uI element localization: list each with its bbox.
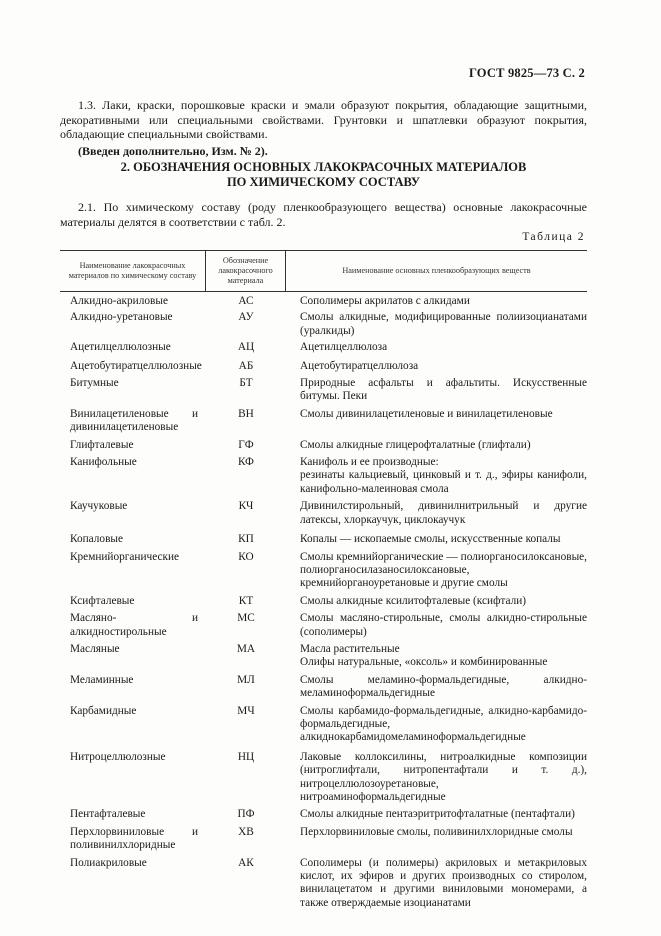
table-label: Таблица 2: [522, 231, 585, 243]
table-row: [60, 808, 587, 821]
material-name: Полиакриловые: [70, 856, 147, 869]
table-row: [60, 751, 587, 805]
film-forming-substance: Смолы алкидные пентаэритритофталатные (пентафтали): [300, 808, 575, 821]
material-name-cell: [60, 456, 206, 469]
film-forming-substance-cell: [286, 857, 587, 911]
header-designation: Обозначение лакокрасочного материала: [206, 251, 286, 291]
film-forming-substance-cell: [286, 500, 587, 527]
material-name: Перхлорвиниловые и поливинилхлоридные: [70, 825, 198, 852]
material-name-cell: [60, 408, 206, 435]
section-paragraph: [60, 200, 587, 229]
material-code: МЧ: [237, 704, 255, 717]
material-name: Масляно- и алкидностирольные: [70, 612, 198, 638]
material-name: Алкидно-уретановые: [70, 311, 173, 324]
film-forming-substance: Масла растительные: [300, 642, 400, 655]
amendment-note: (Введен дополнительно, Изм. № 2).: [78, 143, 268, 158]
material-name-cell: [60, 857, 206, 870]
film-forming-substance-cell: [286, 612, 587, 639]
material-code: КЧ: [238, 500, 254, 513]
material-code: КП: [238, 533, 254, 546]
table-row: [60, 705, 587, 745]
film-forming-substance-cell: [286, 311, 587, 338]
material-name-cell: [60, 295, 206, 308]
film-forming-substance-cell: [286, 705, 587, 745]
film-forming-substance: Природные асфальты и афальтиты. Искусственные битумы. Пеки: [300, 377, 587, 403]
film-forming-substance-cell: [286, 751, 587, 805]
film-forming-substance-cell: [286, 456, 587, 496]
table-row: [60, 674, 587, 701]
material-name-cell: [60, 826, 206, 853]
material-name: Винилацетиленовые и дивинилацетиленовые: [70, 407, 198, 434]
material-name: Ксифталевые: [70, 594, 135, 607]
film-forming-substance-cell: [286, 826, 587, 839]
header-film-forming-substances: Наименование основных пленкообразующих веществ: [342, 266, 531, 275]
table-row: [60, 857, 587, 911]
material-name-cell: [60, 439, 206, 452]
film-forming-substance: Смолы алкидные ксилитофталевые (ксифтали): [300, 594, 527, 607]
film-forming-substance: Лаковые коллоксилины, нитроалкидные композиции (нитроглифтали, нитропентафтали и т. д.), нитроцеллюлозоуретановые, нитроаминоформальдегидные: [300, 750, 587, 803]
material-name: Копаловые: [70, 533, 124, 546]
film-forming-substance-cell: [286, 533, 587, 546]
table-row: [60, 500, 587, 527]
section-title: [60, 160, 587, 190]
table-row: [60, 295, 587, 308]
table-row: [60, 311, 587, 338]
material-code: НЦ: [237, 750, 255, 763]
film-forming-substance-cell: [286, 595, 587, 608]
material-name-cell: [60, 808, 206, 821]
material-name-cell: [60, 705, 206, 718]
material-name-cell: [60, 311, 206, 324]
table-row: [60, 826, 587, 853]
material-code: МС: [237, 612, 255, 625]
material-code: ВН: [238, 407, 254, 420]
film-forming-substance: Смолы дивинилацетиленовые и винилацетиленовые: [300, 407, 553, 420]
material-code: ХВ: [238, 825, 254, 838]
film-forming-substance-detail: Олифы натуральные, «оксоль» и комбинированные: [300, 656, 548, 669]
table-row: [60, 408, 587, 435]
material-code: АК: [238, 856, 254, 869]
film-forming-substance-cell: [286, 295, 587, 308]
material-code: КО: [238, 550, 254, 563]
table-row: [60, 360, 587, 373]
section-title-line1: 2. ОБОЗНАЧЕНИЯ ОСНОВНЫХ ЛАКОКРАСОЧНЫХ МАТЕРИАЛОВ: [120, 160, 527, 174]
material-name-cell: [60, 360, 206, 373]
table-body: [60, 292, 587, 910]
film-forming-substance-cell: [286, 551, 587, 591]
material-code: ПФ: [237, 808, 255, 821]
material-code: КФ: [238, 456, 254, 469]
material-code: БТ: [239, 377, 253, 390]
material-name: Канифольные: [70, 456, 137, 469]
film-forming-substance-cell: [286, 341, 587, 354]
film-forming-substance-cell: [286, 377, 587, 404]
film-forming-substance-cell: [286, 439, 587, 452]
film-forming-substance-cell: [286, 408, 587, 421]
intro-section: [60, 98, 587, 158]
materials-table: [60, 250, 587, 913]
material-code: АБ: [238, 359, 254, 372]
table-row: [60, 533, 587, 546]
material-name-cell: [60, 500, 206, 513]
film-forming-substance: Смолы масляно-стирольные, смолы алкидно-стирольные (сополимеры): [300, 612, 587, 638]
material-code: АУ: [238, 311, 254, 324]
material-name-cell: [60, 612, 206, 639]
table-row: [60, 595, 587, 608]
table-row: [60, 377, 587, 404]
film-forming-substance: Ацетилцеллюлоза: [300, 341, 388, 354]
film-forming-substance-cell: [286, 674, 587, 701]
film-forming-substance-cell: [286, 808, 587, 821]
film-forming-substance: Перхлорвиниловые смолы, поливинилхлоридные смолы: [300, 825, 573, 838]
material-name: Глифталевые: [70, 438, 134, 451]
material-name: Ацетобутиратцеллюлозные: [70, 359, 202, 372]
film-forming-substance-cell: [286, 360, 587, 373]
table-row: [60, 341, 587, 354]
material-name-cell: [60, 533, 206, 546]
material-name: Каучуковые: [70, 500, 128, 513]
table-row: [60, 612, 587, 639]
material-name: Нитроцеллюлозные: [70, 750, 166, 763]
film-forming-substance: Сополимеры (и полимеры) акриловых и метакриловых кислот, их эфиров и других производных со стиролом, винилацетатом и другими виниловыми мономерами, а также отверждаемые изоцианатами: [300, 856, 587, 909]
film-forming-substance: Смолы меламино-формальдегидные, алкидно-меламиноформальдегидные: [300, 673, 587, 700]
film-forming-substance: Ацетобутиратцеллюлоза: [300, 359, 419, 372]
film-forming-substance: Смолы карбамидо-формальдегидные, алкидно-карбамидо-формальдегидные, алкиднокарбамидомеламиноформальдегидные: [300, 704, 587, 744]
film-forming-substance: Сополимеры акрилатов с алкидами: [300, 295, 470, 307]
table-row: [60, 643, 587, 670]
material-name: Кремнийорганические: [70, 550, 180, 563]
material-name-cell: [60, 674, 206, 687]
material-code: АЦ: [237, 341, 255, 354]
material-name: Масляные: [70, 642, 120, 655]
paragraph-2-1: 2.1. По химическому составу (роду пленкообразующего вещества) основные лакокрасочные материалы делятся в соответствии с табл. 2.: [60, 200, 587, 229]
material-name: Карбамидные: [70, 704, 137, 717]
material-name: Алкидно-акриловые: [70, 295, 168, 307]
film-forming-substance: Канифоль и ее производные:: [300, 456, 439, 469]
material-name-cell: [60, 551, 206, 564]
page-header: ГОСТ 9825—73 С. 2: [468, 66, 585, 80]
material-code: КТ: [238, 594, 254, 607]
material-name-cell: [60, 377, 206, 390]
table-header: [60, 250, 587, 292]
material-name: Битумные: [70, 377, 119, 390]
material-name: Меламинные: [70, 673, 134, 686]
material-name-cell: [60, 643, 206, 656]
material-code: ГФ: [238, 438, 254, 451]
film-forming-substance: Копалы — ископаемые смолы, искусственные копалы: [300, 533, 561, 546]
film-forming-substance: Дивинилстирольный, дивинилнитрильный и другие латексы, хлоркаучук, циклокаучук: [300, 500, 587, 526]
intro-paragraph: 1.3. Лаки, краски, порошковые краски и эмали образуют покрытия, обладающие защитными, декоративными или специальными свойствами. Грунтовки и шпатлевки образуют покрытия, обладающие специальными свойствами.: [60, 98, 587, 141]
material-code: АС: [238, 295, 254, 307]
film-forming-substance: Смолы кремнийорганические — полиорганосилоксановые, полиорганосилазаносилоксановые, кремнийорганоуретановые и другие смолы: [300, 550, 587, 590]
section-title-line2: ПО ХИМИЧЕСКОМУ СОСТАВУ: [226, 175, 421, 189]
film-forming-substance: Смолы алкидные глицерофталатные (глифтали): [300, 438, 531, 451]
header-material-name: Наименование лакокрасочных материалов по химическому составу: [60, 251, 206, 291]
material-code: МЛ: [237, 673, 255, 686]
table-row: [60, 551, 587, 591]
film-forming-substance-cell: [286, 643, 587, 670]
material-name-cell: [60, 751, 206, 764]
material-name-cell: [60, 341, 206, 354]
material-code: МА: [236, 642, 256, 655]
material-name: Ацетилцеллюлозные: [70, 341, 171, 354]
table-row: [60, 439, 587, 452]
material-name-cell: [60, 595, 206, 608]
film-forming-substance-detail: резинаты кальциевый, цинковый и т. д., эфиры канифоли, канифольно-малеиновая смола: [300, 469, 587, 495]
table-row: [60, 456, 587, 496]
film-forming-substance: Смолы алкидные, модифицированные полиизоцианатами (уралкиды): [300, 311, 587, 337]
material-name: Пентафталевые: [70, 808, 146, 821]
